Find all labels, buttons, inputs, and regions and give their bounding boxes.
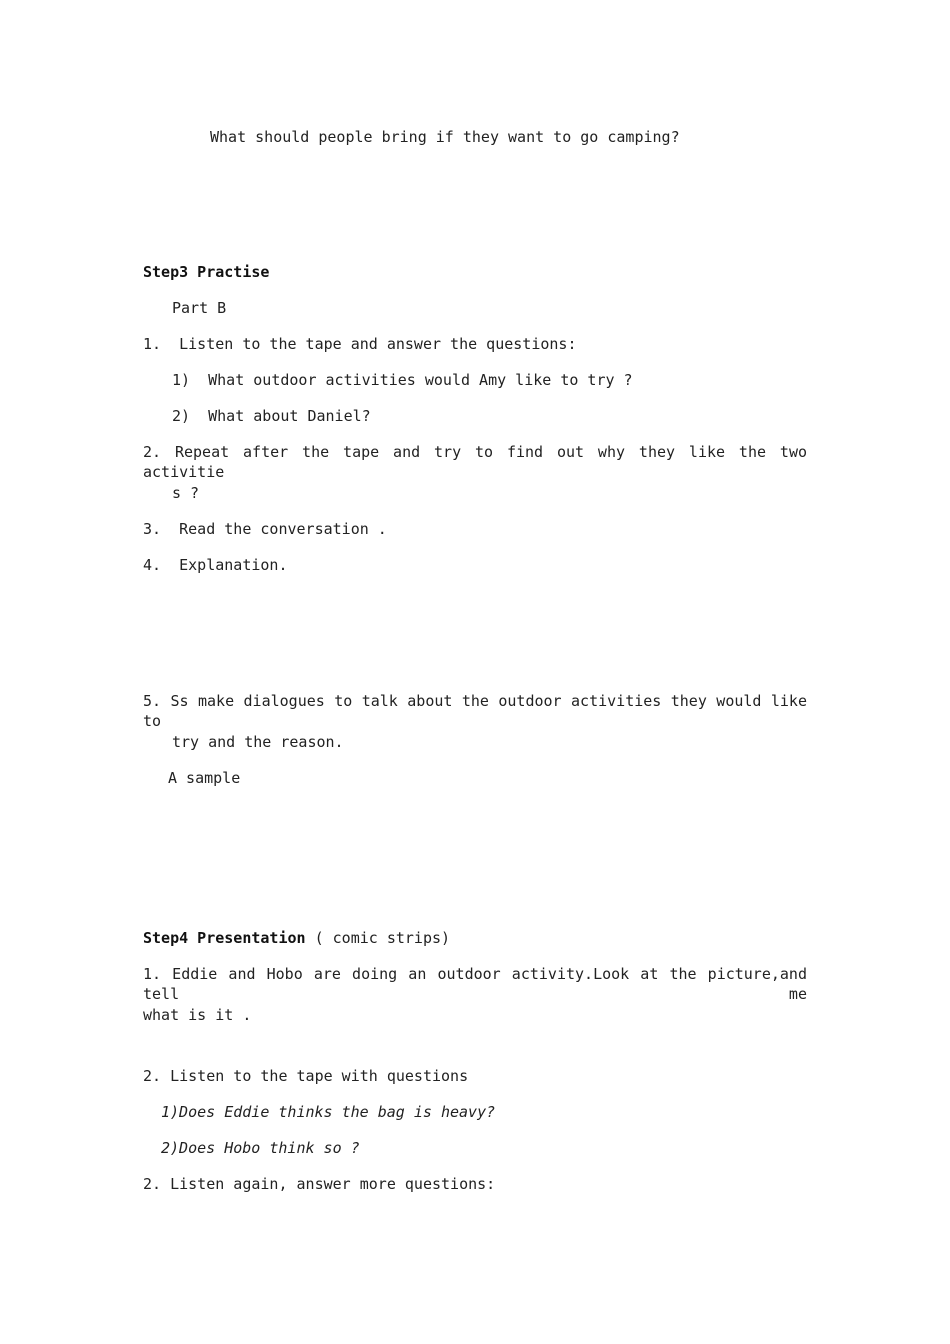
step4-item-2-question-2: 2)Does Hobo think so ? — [161, 1139, 360, 1157]
step4-item-1-line-1: 1. Eddie and Hobo are doing an outdoor activity.Look at the picture,and tell me — [143, 965, 807, 1003]
step3-item-1-question-1: 1) What outdoor activities would Amy like to try ? — [172, 371, 633, 389]
step4-item-2-question-1: 1)Does Eddie thinks the bag is heavy? — [161, 1103, 496, 1121]
step4-item-3: 2. Listen again, answer more questions: — [143, 1175, 496, 1193]
step3-item-1-question-2: 2) What about Daniel? — [172, 407, 371, 425]
step3-item-1: 1. Listen to the tape and answer the questions: — [143, 335, 577, 353]
step3-item-2-line-2: s ? — [172, 484, 200, 502]
step3-part-label: Part B — [172, 299, 227, 317]
intro-question: What should people bring if they want to go camping? — [210, 128, 680, 146]
step3-item-5-line-1: 5. Ss make dialogues to talk about the outdoor activities they would like to — [143, 692, 807, 730]
step4-heading-line — [143, 928, 450, 948]
step4-heading-note: ( comic strips) — [314, 929, 451, 947]
step3-sample-label: A sample — [168, 769, 241, 787]
step4-item-2: 2. Listen to the tape with questions — [143, 1067, 469, 1085]
step4-item-1-line-2: what is it . — [143, 1006, 252, 1024]
step3-heading: Step3 Practise — [143, 263, 270, 281]
step3-item-2-line-1: 2. Repeat after the tape and try to find out why they like the two activitie — [143, 443, 807, 481]
step3-item-4: 4. Explanation. — [143, 556, 288, 574]
step3-item-3: 3. Read the conversation . — [143, 520, 387, 538]
step3-item-5-line-2: try and the reason. — [172, 733, 344, 751]
step4-heading: Step4 Presentation — [143, 929, 306, 947]
